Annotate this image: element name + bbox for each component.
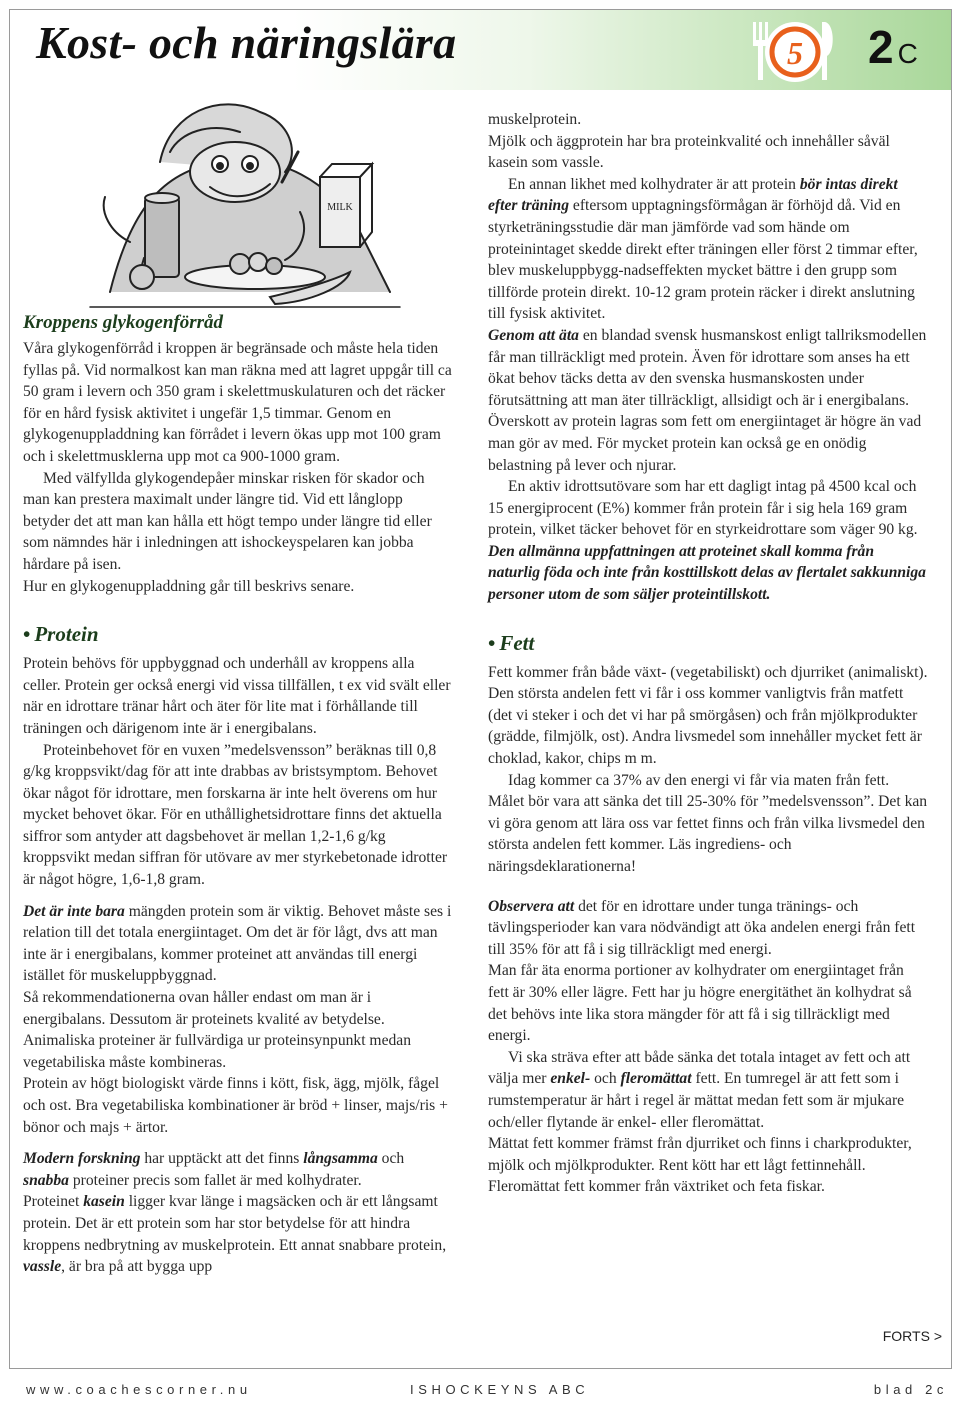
protein-paragraph: Mjölk och äggprotein har bra proteinkvalité och innehåller såväl kasein som vassle.: [488, 132, 890, 172]
fett-paragraph: [488, 1047, 928, 1133]
fett-paragraph: Man får äta enorma portioner av kolhydrater om energiintaget från fett är 30% eller lägre. Fett har ju högre energitäthet än kolhydrat så det behövs inte lika stora mängder för att få i sig tillräckligt med energi.: [488, 962, 912, 1045]
protein-paragraph: muskelprotein.: [488, 111, 582, 128]
text-run: mängden protein som är viktig. Behovet måste ses i relation till det totala energiintaget. Om det är för lågt, dvs att man inte är i energibalans, kommer proteinet att användas till energi istället för muskeluppbyggnad.: [23, 902, 452, 985]
text-run: Proteinet: [23, 1193, 84, 1211]
emphasis: enkel-: [550, 1070, 591, 1088]
fett-paragraph: [488, 896, 928, 961]
emphasis: Genom att äta: [488, 326, 579, 344]
protein-paragraph: Protein behövs för uppbyggnad och underhåll av kroppens alla celler. Protein ger också energi vid vissa tillfällen, t ex vid svält eller när en idrottare tränar hårt och äter för lite mat i förhållande till träningen och därigenom inte är i energibalans.: [23, 655, 451, 737]
text-run: fett. En tumregel är att fett som i rumstemperatur är hårt i regel är mättat medan fett som är mjukare och/eller flytande är enkel- eller fleromättat.: [488, 1070, 905, 1131]
page-number-digit: 2: [868, 21, 894, 73]
fett-paragraph: Fett kommer från både växt- (vegetabiliskt) och djurriket (animaliskt). Den största andelen fett vi får i oss kommer vanligtvis från matfett (det vi steker i och det vi har på smörgåsen) och från mjölkprodukter (grädde, filmjölk, ost). Andra livsmedel som innehåller mycket fett är choklad, kakor, chips m m.: [488, 663, 928, 768]
protein-paragraph: [488, 174, 928, 325]
text-run: , är bra på att bygga upp: [61, 1258, 213, 1276]
emphasis: långsamma: [303, 1150, 378, 1168]
glykogen-paragraph: Våra glykogenförråd i kroppen är begränsade och måste hela tiden fyllas på. Vid normalkost kan man räkna med att lagret uppgår till ca 50 gram i levern och 350 gram i skelettmuskulaturen och det räcker för en hård fysisk aktivitet i ungefär 1,5 timmar. Genom en glykogenuppladdning kan förrådet i levern ökas upp mot 100 gram och i skelettmusklerna upp mot ca 900-1000 gram.: [23, 340, 452, 465]
protein-paragraph: [488, 325, 928, 476]
page-footer: [0, 1380, 960, 1400]
hockey-player-eating-illustration: [70, 92, 410, 310]
text-run: ligger kvar länge i magsäcken och är ett långsamt protein. Det är ett protein som har stor betydelse för att hindra kroppens nedbrytning av muskelprotein. Ett annat snabbare protein,: [23, 1193, 447, 1254]
plate-cutlery-logo-icon: [745, 14, 845, 84]
emphasis: snabba: [23, 1171, 69, 1189]
fett-paragraph: Idag kommer ca 37% av den energi vi får via maten från fett. Målet bör vara att sänka det till 25-30% för ”medelsvensson”. Det kan vi göra genom att lära oss var fettet finns och från vilka livsmedel den största andelen fett kommer. Läs ingrediens- och näringsdeklarationerna!: [488, 771, 928, 875]
logo-number: 5: [787, 35, 803, 71]
protein-paragraph: Proteinbehovet för en vuxen ”medelsvensson” beräknas till 0,8 g/kg kroppsvikt/dag för att inte drabbas av bristsymptom. Behovet ökar något för idrottare, men forskarna är inte helt överens om hur mycket behovet ökar. För en uthållighetsidrottare finns det aktuella siffror som antyder att dagsbehovet är mellan 1,2-1,6 g/kg kroppsvikt medan siffran för utövare av mer styrkebetonade idrotter är något högre, 1,6-1,8 gram.: [23, 741, 448, 889]
fett-heading-text: Fett: [499, 630, 535, 655]
protein-paragraph: [23, 901, 453, 987]
footer-series-title: ISHOCKEYNS ABC: [410, 1382, 590, 1397]
emphasis: Det är inte bara: [23, 902, 125, 920]
text-run: proteiner precis som fallet är med kolhydrater.: [68, 1171, 362, 1189]
page-header: [10, 10, 951, 90]
text-run: Vi ska sträva efter att både sänka det totala intaget av fett och att välja mer: [488, 1048, 911, 1088]
fett-paragraph: Mättat fett kommer främst från djurriket och finns i charkprodukter, mjölk och mjölkprodukter. Rent kött har ett lågt fettinnehåll. Fleromättat fett kommer från växtriket och feta fiskar.: [488, 1135, 912, 1196]
text-run: och: [377, 1150, 405, 1168]
protein-paragraph: [23, 1191, 453, 1277]
text-run: har upptäckt att det finns: [140, 1150, 304, 1168]
footer-website-link[interactable]: www.coachescorner.nu: [26, 1382, 252, 1397]
text-run: och: [590, 1070, 621, 1088]
emphasis: kasein: [83, 1193, 125, 1211]
page-number-letter: C: [897, 38, 918, 69]
protein-paragraph: Så rekommendationerna ovan håller endast om man är i energibalans. Dessutom är proteinets kvalité av betydelse. Animaliska proteiner är fullvärdiga ur proteinsynpunkt medan vegetabiliska måste kombineras.: [23, 989, 412, 1071]
emphasis: vassle: [23, 1258, 62, 1276]
glykogen-paragraph: Med välfyllda glykogendepåer minskar risken för skador och man kan prestera maximalt under längre tid. Vid ett långlopp betyder det att man kan hålla ett högt tempo under längre tid eller som nämndes här i inledningen att ishockeyspelaren kan jobba hårdare på isen.: [23, 469, 432, 573]
text-run: En annan likhet med kolhydrater är att protein: [508, 175, 800, 193]
page-title: Kost- och näringslära: [36, 17, 457, 68]
text-run: eftersom upptagningsförmågan är förhöjd då. Vid en styrketräningsstudie där man jämförde vad som hände om proteinintaget skedde direkt efter träningen eller först 2 timmar efter, blev muskeluppbygg-nadseffekten mycket bättre i den grupp som tillförde protein direkt. 10-12 gram protein räcker i direkt anslutning till fysisk aktivitet.: [488, 197, 918, 323]
glykogen-paragraph: Hur en glykogenuppladdning går till beskrivs senare.: [23, 577, 355, 595]
left-column: [23, 312, 453, 1278]
bullet-icon: •: [488, 630, 496, 655]
emphasis: Den allmänna uppfattningen att proteinet skall komma från naturlig föda och inte från kosttillskott delas av flertalet sakkunniga personer utom de som säljer proteintillskott.: [488, 542, 926, 604]
text-run: en blandad svensk husmanskost enligt tallriksmodellen får man tillräckligt med protein. Även för idrottare som anses ha ett ökat behov täcks detta av den svenska husmanskosten under förutsättning att man äter tillräckligt, allsidigt och är i energibalans. Överskott av protein lagras som fett om energiintaget är högre än vad man gör av med. För mycket protein kan också ge en onödig belastning på lever och njurar.: [488, 326, 927, 474]
protein-paragraph: Protein av högt biologiskt värde finns i kött, fisk, ägg, mjölk, fågel och ost. Bra vegetabiliska kombinationer är bröd + linser, majs/ris + bönor och majs + ärtor.: [23, 1075, 448, 1136]
protein-heading-text: Protein: [34, 622, 99, 647]
svg-text:MILK: MILK: [327, 202, 353, 213]
protein-paragraph: En aktiv idrottsutövare som har ett dagligt intag på 4500 kcal och 15 energiprocent (E%) kommer från protein får i sig hela 169 gram protein, vilket täcker behovet för en styrkeidrottare som väger 90 kg.: [488, 478, 918, 539]
text-run: det för en idrottare under tunga tränings- och tävlingsperioder kan vara nödvändigt att öka andelen energi från fett till 35% för att få i sig tillräckligt med energi.: [488, 897, 916, 958]
protein-paragraph: [23, 1148, 453, 1191]
page-number: [868, 20, 918, 74]
bullet-icon: •: [23, 622, 31, 647]
protein-paragraph: [488, 541, 928, 606]
emphasis: bör intas direkt efter träning: [488, 175, 898, 215]
fett-heading: [488, 630, 928, 656]
continued-link[interactable]: FORTS >: [882, 1328, 942, 1344]
emphasis: Modern forskning: [23, 1150, 141, 1168]
right-column: [488, 109, 928, 1198]
protein-heading: [23, 621, 453, 647]
emphasis: fleromättat: [620, 1070, 692, 1088]
emphasis: Observera att: [488, 897, 575, 915]
footer-sheet-label: blad 2c: [873, 1382, 948, 1397]
glykogen-heading: Kroppens glykogenförråd: [23, 312, 224, 333]
